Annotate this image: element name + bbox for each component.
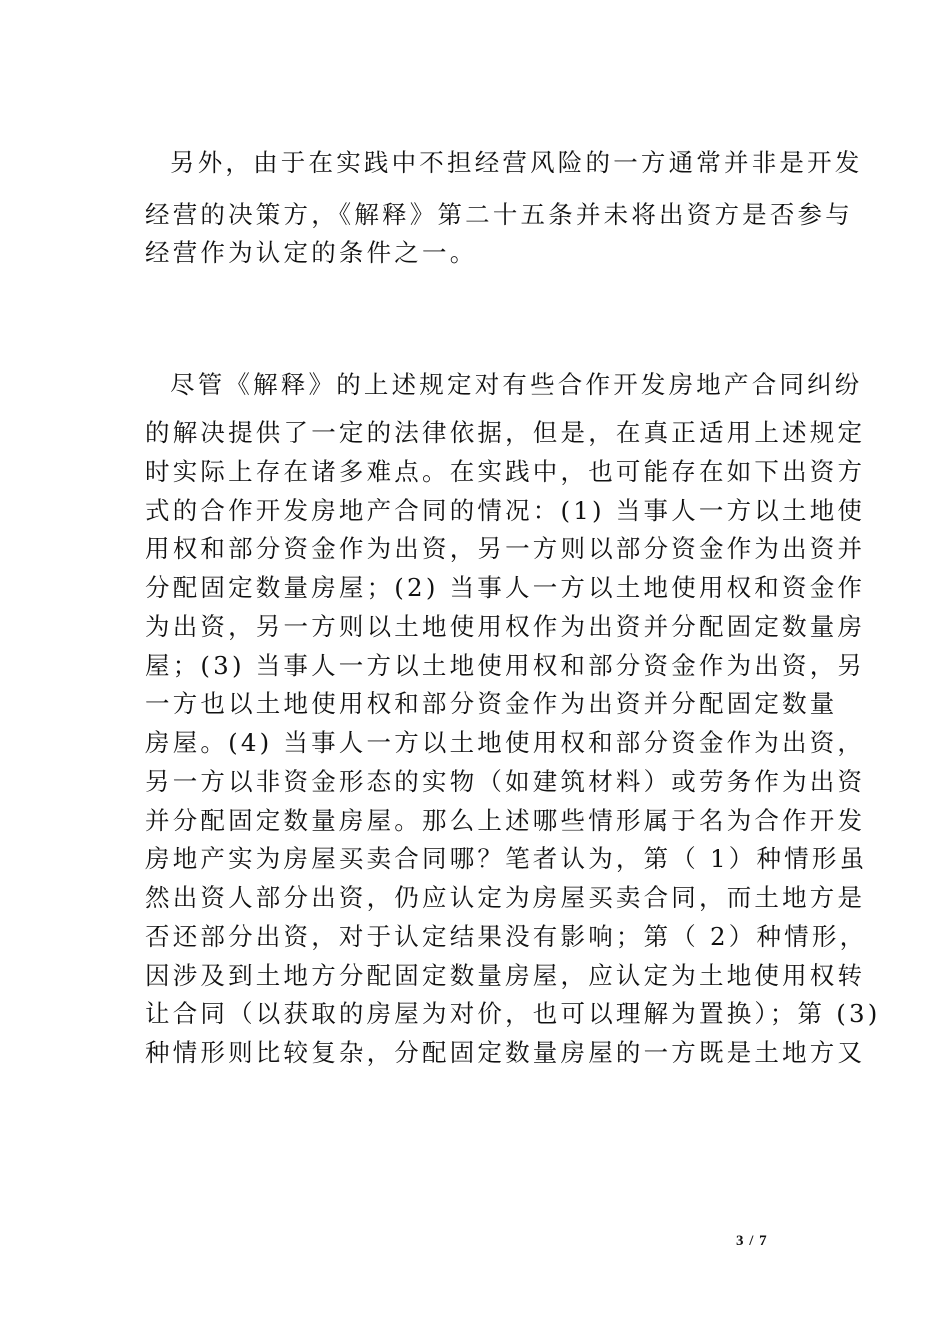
page-number: 3 / 7 <box>736 1233 768 1249</box>
paragraph-2-line: 另一方以非资金形态的实物（如建筑材料）或劳务作为出资 <box>145 767 866 796</box>
paragraph-2-line: 种情形则比较复杂，分配固定数量房屋的一方既是土地方又 <box>145 1038 866 1067</box>
paragraph-2-line: 式的合作开发房地产合同的情况：(1) 当事人一方以土地使 <box>145 496 866 525</box>
paragraph-1-line: 经营作为认定的条件之一。 <box>145 238 478 267</box>
paragraph-2-line: 然出资人部分出资，仍应认定为房屋买卖合同，而土地方是 <box>145 883 866 912</box>
paragraph-2-line: 因涉及到土地方分配固定数量房屋，应认定为土地使用权转 <box>145 961 866 990</box>
paragraph-2-line: 尽管《解释》的上述规定对有些合作开发房地产合同纠纷 <box>170 370 863 399</box>
paragraph-1-line: 另外，由于在实践中不担经营风险的一方通常并非是开发 <box>170 148 863 177</box>
paragraph-2-line: 否还部分出资，对于认定结果没有影响；第（ 2）种情形， <box>145 922 868 951</box>
paragraph-1-line: 经营的决策方，《解释》第二十五条并未将出资方是否参与 <box>145 200 853 229</box>
paragraph-2-line: 并分配固定数量房屋。那么上述哪些情形属于名为合作开发 <box>145 806 866 835</box>
paragraph-2-line: 让合同（以获取的房屋为对价，也可以理解为置换）；第 (3) <box>145 999 881 1028</box>
paragraph-2-line: 房地产实为房屋买卖合同哪？笔者认为，第（ 1）种情形虽 <box>145 844 868 873</box>
paragraph-2-line: 为出资，另一方则以土地使用权作为出资并分配固定数量房 <box>145 612 866 641</box>
paragraph-2-line: 用权和部分资金作为出资，另一方则以部分资金作为出资并 <box>145 534 866 563</box>
paragraph-2-line: 房屋。(4) 当事人一方以土地使用权和部分资金作为出资， <box>145 728 866 757</box>
paragraph-2-line: 屋；(3) 当事人一方以土地使用权和部分资金作为出资，另 <box>145 651 866 680</box>
paragraph-2-line: 时实际上存在诸多难点。在实践中，也可能存在如下出资方 <box>145 457 866 486</box>
paragraph-2-line: 一方也以土地使用权和部分资金作为出资并分配固定数量 <box>145 689 838 718</box>
paragraph-2-line: 的解决提供了一定的法律依据，但是，在真正适用上述规定 <box>145 418 866 447</box>
paragraph-2-line: 分配固定数量房屋；(2) 当事人一方以土地使用权和资金作 <box>145 573 866 602</box>
